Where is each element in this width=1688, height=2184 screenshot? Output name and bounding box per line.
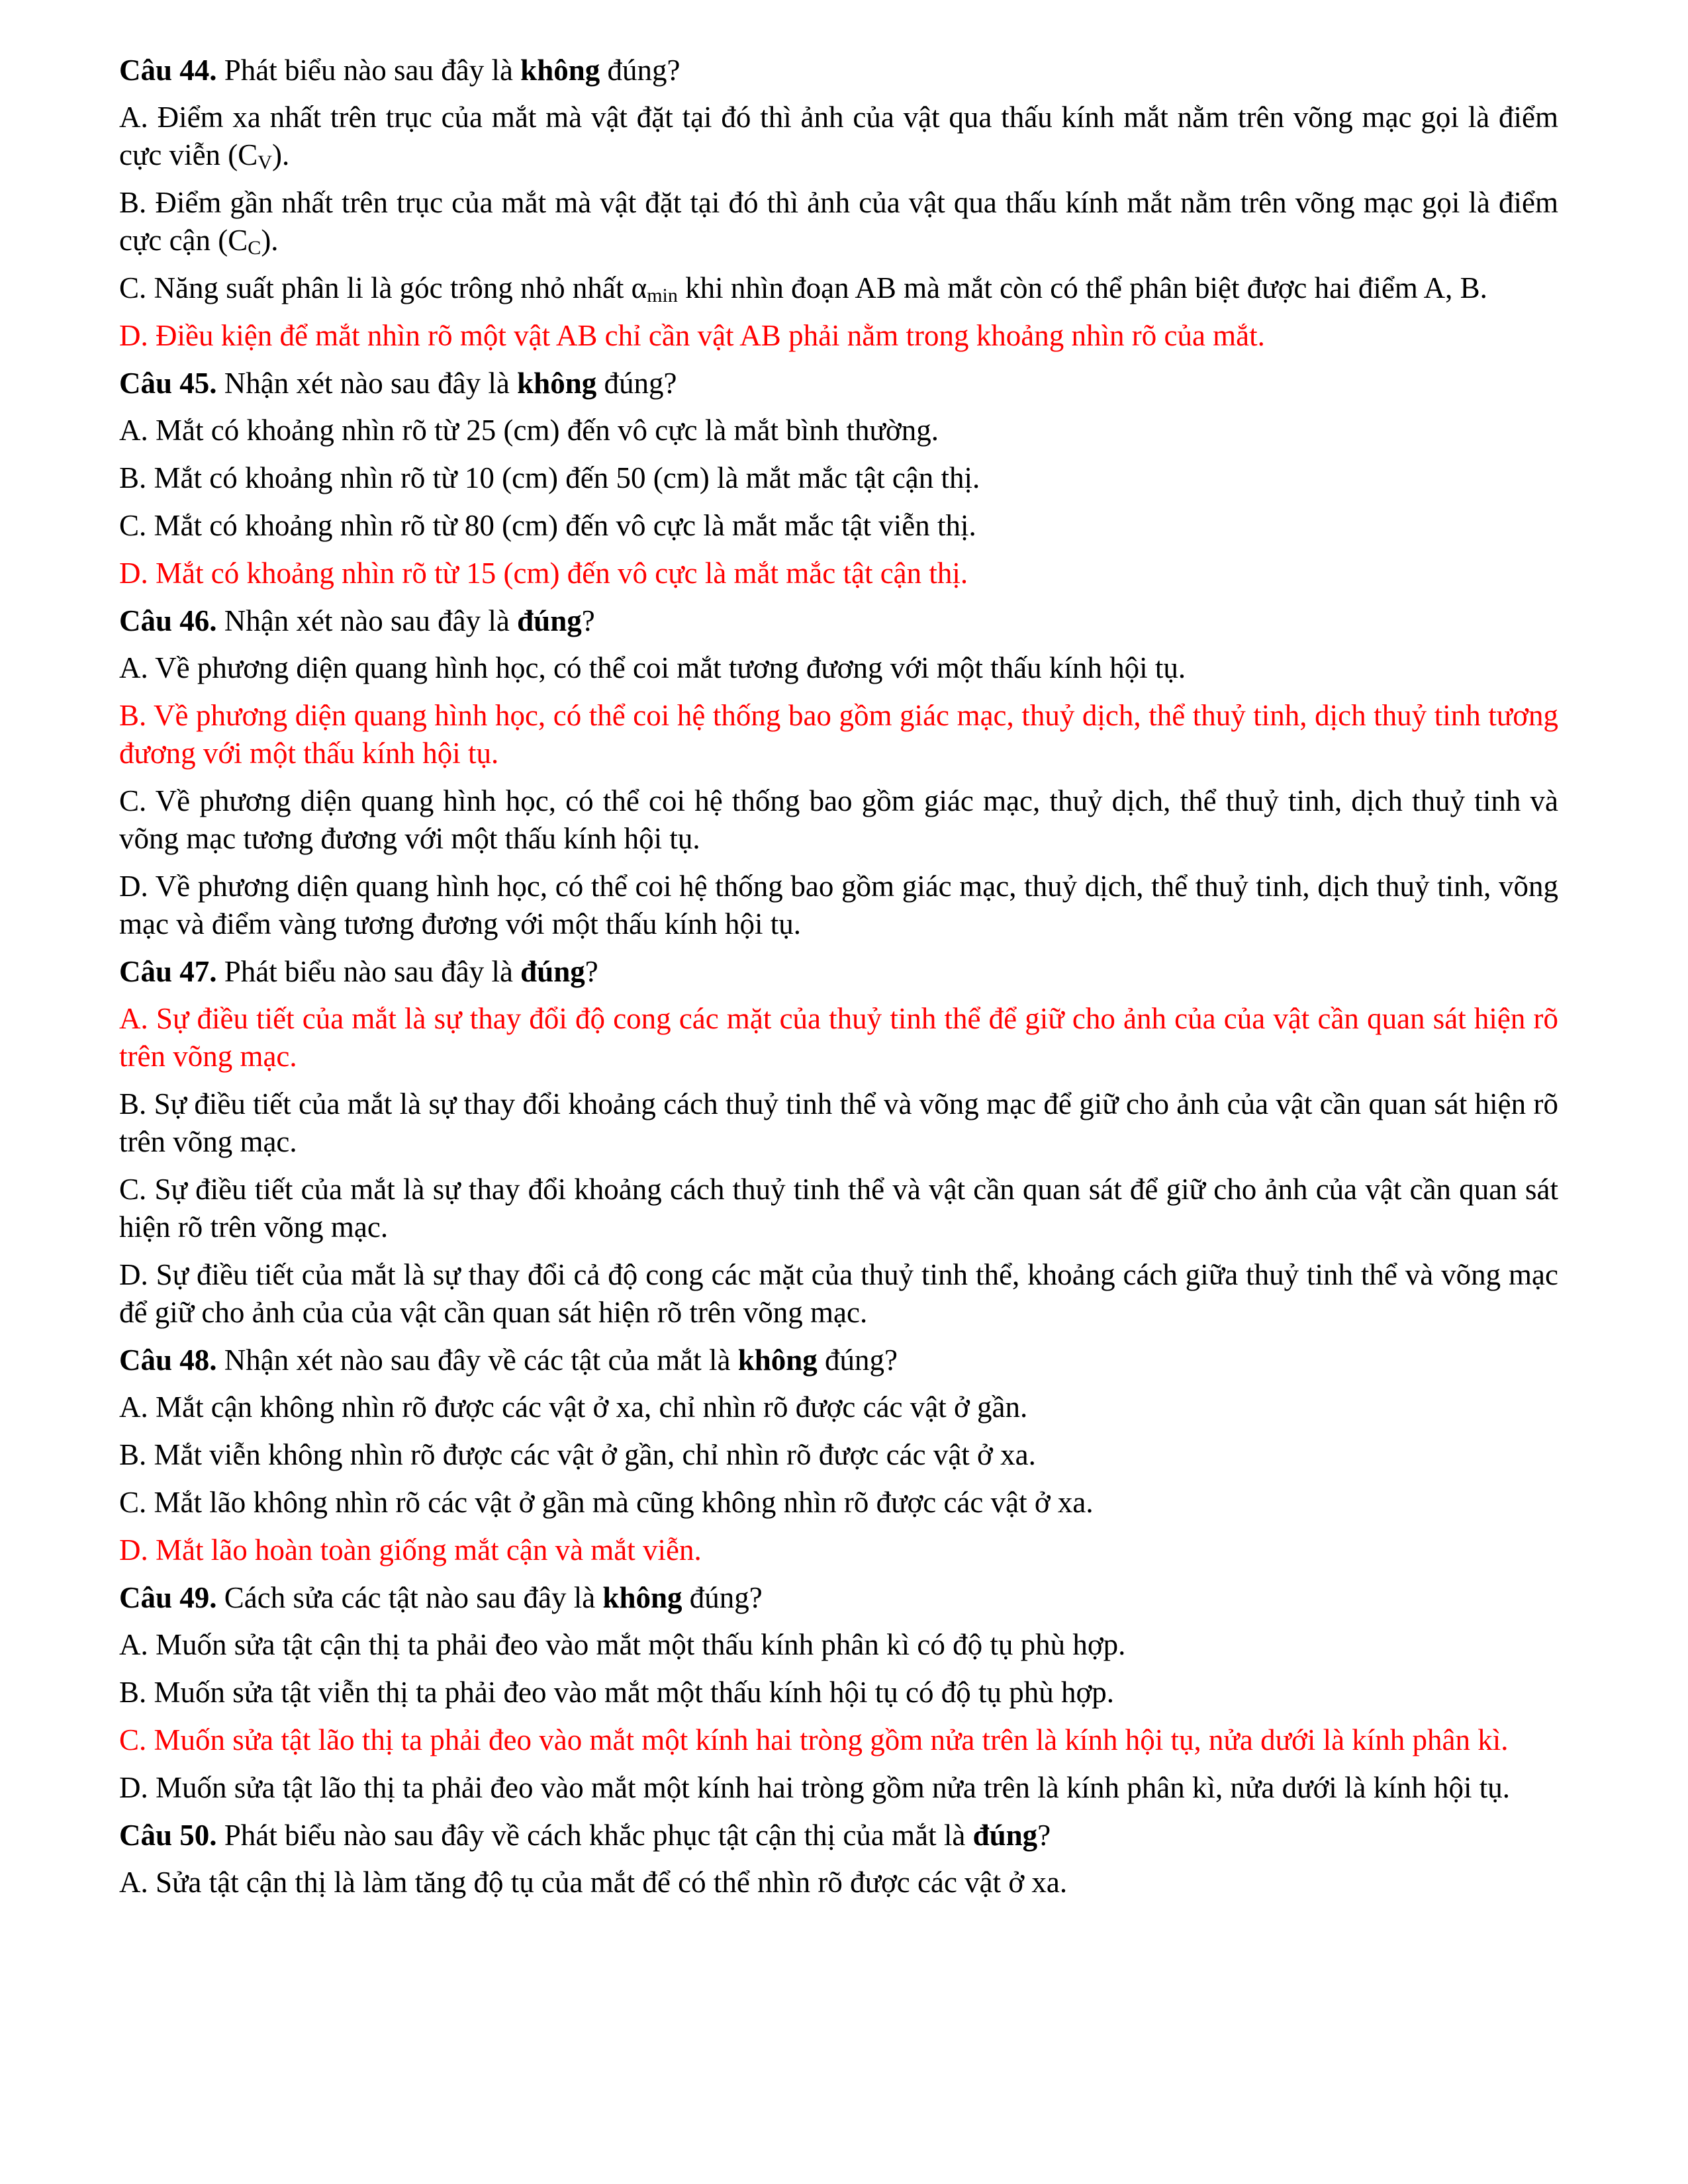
- question-50-text: Phát biểu nào sau đây về cách khắc phục tật cận thị của mắt là: [216, 1819, 973, 1852]
- question-47-text: Phát biểu nào sau đây là: [216, 955, 521, 988]
- question-48-text: Nhận xét nào sau đây về các tật của mắt là: [216, 1343, 738, 1377]
- question-45-label: Câu 45.: [119, 367, 217, 400]
- question-49-option-a: A. Muốn sửa tật cận thị ta phải đeo vào mắt một thấu kính phân kì có độ tụ phù hợp.: [119, 1628, 1126, 1661]
- subscript: C: [248, 237, 261, 259]
- question-50-label: Câu 50.: [119, 1819, 217, 1852]
- question-44-emphasis: không: [520, 54, 600, 87]
- question-46-option-b-correct: B. Về phương diện quang hình học, có thể coi hệ thống bao gồm giác mạc, thuỷ dịch, thể thuỷ tinh, dịch thuỷ tinh tương đương với một thấu kính hội tụ.: [119, 699, 1558, 770]
- question-46-text-end: ?: [581, 604, 595, 637]
- question-44-text-end: đúng?: [600, 54, 680, 87]
- option-text: C. Năng suất phân li là góc trông nhỏ nhất α: [119, 271, 647, 304]
- question-48-stem: [119, 1342, 1558, 1379]
- question-44-option-b: [119, 184, 1558, 259]
- question-44-stem: [119, 52, 1558, 89]
- question-44-option-a: [119, 99, 1558, 174]
- question-45-option-c: C. Mắt có khoảng nhìn rõ từ 80 (cm) đến vô cực là mắt mắc tật viễn thị.: [119, 509, 976, 542]
- question-44-label: Câu 44.: [119, 54, 217, 87]
- question-48-text-end: đúng?: [817, 1343, 898, 1377]
- question-49-text-end: đúng?: [682, 1581, 763, 1614]
- question-50-emphasis: đúng: [972, 1819, 1038, 1852]
- question-47-label: Câu 47.: [119, 955, 217, 988]
- question-47-stem: [119, 953, 1558, 991]
- question-48-option-b: B. Mắt viễn không nhìn rõ được các vật ở gần, chỉ nhìn rõ được các vật ở xa.: [119, 1438, 1036, 1471]
- subscript: V: [258, 152, 272, 173]
- question-48-option-d-correct: D. Mắt lão hoàn toàn giống mắt cận và mắt viễn.: [119, 1533, 702, 1567]
- question-45-option-b: B. Mắt có khoảng nhìn rõ từ 10 (cm) đến 50 (cm) là mắt mắc tật cận thị.: [119, 461, 980, 494]
- option-text-end: ).: [271, 138, 290, 171]
- question-44-option-c: [119, 269, 1558, 307]
- question-45-emphasis: không: [517, 367, 597, 400]
- question-45-text: Nhận xét nào sau đây là: [216, 367, 518, 400]
- question-46-option-a: A. Về phương diện quang hình học, có thể coi mắt tương đương với một thấu kính hội tụ.: [119, 651, 1186, 684]
- option-text-end: khi nhìn đoạn AB mà mắt còn có thể phân biệt được hai điểm A, B.: [677, 271, 1487, 304]
- question-49-option-d: D. Muốn sửa tật lão thị ta phải đeo vào mắt một kính hai tròng gồm nửa trên là kính phân kì, nửa dưới là kính hội tụ.: [119, 1771, 1511, 1804]
- question-47-text-end: ?: [585, 955, 598, 988]
- question-45-stem: [119, 365, 1558, 402]
- question-48-option-c: C. Mắt lão không nhìn rõ các vật ở gần mà cũng không nhìn rõ được các vật ở xa.: [119, 1486, 1094, 1519]
- question-48-emphasis: không: [737, 1343, 818, 1377]
- option-text: B. Điểm gần nhất trên trục của mắt mà vật đặt tại đó thì ảnh của vật qua thấu kính mắt nằm trên võng mạc gọi là điểm cực cận (C: [119, 186, 1558, 257]
- question-50-option-a: A. Sửa tật cận thị là làm tăng độ tụ của mắt để có thể nhìn rõ được các vật ở xa.: [119, 1866, 1068, 1899]
- question-50-text-end: ?: [1037, 1819, 1051, 1852]
- question-48-label: Câu 48.: [119, 1343, 217, 1377]
- question-50-stem: [119, 1817, 1558, 1854]
- question-46-label: Câu 46.: [119, 604, 217, 637]
- question-49-stem: [119, 1579, 1558, 1617]
- question-47-option-a-correct: A. Sự điều tiết của mắt là sự thay đổi độ cong các mặt của thuỷ tinh thể để giữ cho ảnh của của vật cần quan sát hiện rõ trên võng mạc.: [119, 1002, 1558, 1073]
- question-49-option-c-correct: C. Muốn sửa tật lão thị ta phải đeo vào mắt một kính hai tròng gồm nửa trên là kính hội tụ, nửa dưới là kính phân kì.: [119, 1723, 1509, 1756]
- question-48-option-a: A. Mắt cận không nhìn rõ được các vật ở xa, chỉ nhìn rõ được các vật ở gần.: [119, 1390, 1028, 1424]
- question-45-option-a: A. Mắt có khoảng nhìn rõ từ 25 (cm) đến vô cực là mắt bình thường.: [119, 414, 939, 447]
- question-45-text-end: đúng?: [596, 367, 677, 400]
- question-47-emphasis: đúng: [520, 955, 585, 988]
- option-text: A. Điểm xa nhất trên trục của mắt mà vật đặt tại đó thì ảnh của vật qua thấu kính mắt nằm trên võng mạc gọi là điểm cực viễn (C: [119, 101, 1558, 171]
- question-46-text: Nhận xét nào sau đây là: [216, 604, 518, 637]
- question-46-emphasis: đúng: [517, 604, 582, 637]
- question-44-text: Phát biểu nào sau đây là: [216, 54, 521, 87]
- question-47-option-c: C. Sự điều tiết của mắt là sự thay đổi khoảng cách thuỷ tinh thể và vật cần quan sát để giữ cho ảnh của vật cần quan sát hiện rõ trên võng mạc.: [119, 1173, 1558, 1244]
- option-text-end: ).: [261, 224, 279, 257]
- question-46-option-c: C. Về phương diện quang hình học, có thể coi hệ thống bao gồm giác mạc, thuỷ dịch, thể thuỷ tinh, dịch thuỷ tinh và võng mạc tương đương với một thấu kính hội tụ.: [119, 784, 1558, 855]
- question-49-option-b: B. Muốn sửa tật viễn thị ta phải đeo vào mắt một thấu kính hội tụ có độ tụ phù hợp.: [119, 1676, 1114, 1709]
- question-47-option-d: D. Sự điều tiết của mắt là sự thay đổi cả độ cong các mặt của thuỷ tinh thể, khoảng cách giữa thuỷ tinh thể và võng mạc để giữ cho ảnh của của vật cần quan sát hiện rõ trên võng mạc.: [119, 1258, 1558, 1329]
- subscript: min: [647, 285, 678, 306]
- question-49-emphasis: không: [602, 1581, 682, 1614]
- question-49-text: Cách sửa các tật nào sau đây là: [216, 1581, 603, 1614]
- question-44-option-d-correct: D. Điều kiện để mắt nhìn rõ một vật AB chỉ cần vật AB phải nằm trong khoảng nhìn rõ của mắt.: [119, 319, 1265, 352]
- question-49-label: Câu 49.: [119, 1581, 217, 1614]
- question-46-option-d: D. Về phương diện quang hình học, có thể coi hệ thống bao gồm giác mạc, thuỷ dịch, thể thuỷ tinh, dịch thuỷ tinh, võng mạc và điểm vàng tương đương với một thấu kính hội tụ.: [119, 870, 1558, 940]
- question-47-option-b: B. Sự điều tiết của mắt là sự thay đổi khoảng cách thuỷ tinh thể và võng mạc để giữ cho ảnh của vật cần quan sát hiện rõ trên võng mạc.: [119, 1087, 1558, 1158]
- question-46-stem: [119, 602, 1558, 640]
- question-45-option-d-correct: D. Mắt có khoảng nhìn rõ từ 15 (cm) đến vô cực là mắt mắc tật cận thị.: [119, 557, 968, 590]
